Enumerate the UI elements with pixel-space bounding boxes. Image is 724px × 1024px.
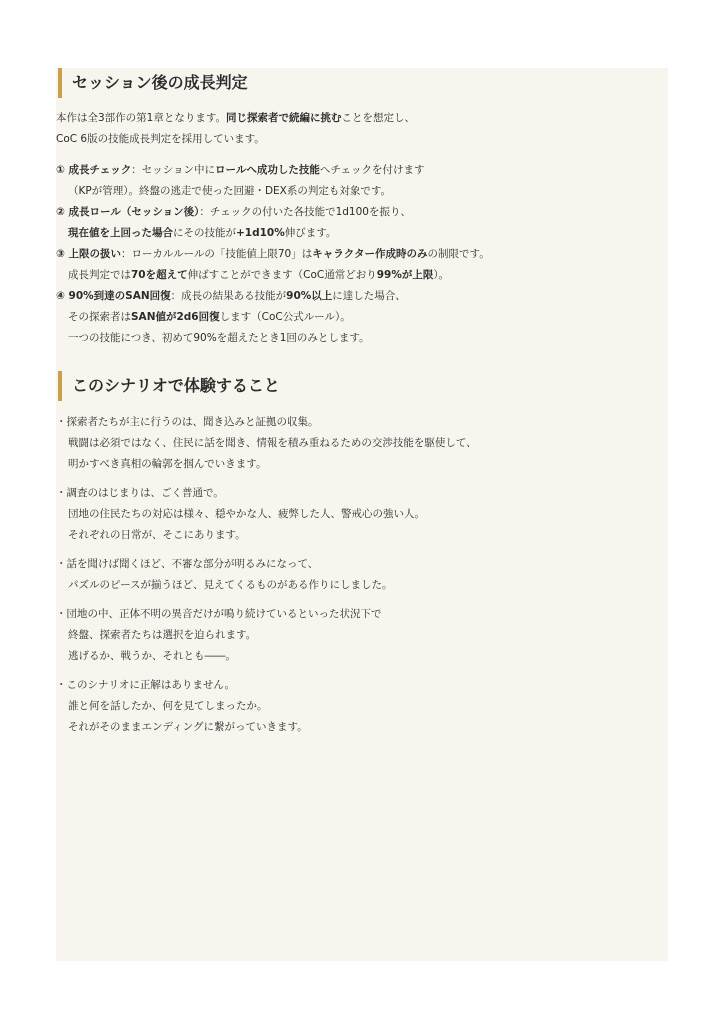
rule-2-line-1: ② 成長ロール（セッション後）：チェックの付いた各技能で1d100を振り、: [56, 206, 411, 218]
list-item: ・団地の中、正体不明の異音だけが鳴り続けているといった状況下で 終盤、探索者たちは選択を迫られます。 逃げるか、戦うか、それとも――。: [56, 608, 382, 662]
list-item: ・調査のはじまりは、ごく普通で。 団地の住民たちの対応は様々、穏やかな人、疲弊した人、警戒心の強い人。 それぞれの日常が、そこにあります。: [56, 487, 425, 541]
intro-line-1: 本作は全3部作の第1章となります。同じ探索者で続編に挑むことを想定し、: [56, 112, 416, 124]
document-page: [56, 68, 668, 961]
list-item: ・探索者たちが主に行うのは、聞き込みと証拠の収集。 戦闘は必須ではなく、住民に話を聞き、情報を積み重ねるための交渉技能を駆使して、 明かすべき真相の輪郭を掴んでいきます。: [56, 416, 477, 470]
experience-list: [56, 412, 656, 746]
growth-rules: [56, 160, 656, 349]
list-item: ・このシナリオに正解はありません。 誰と何を話したか、何を見てしまったか。 それがそのままエンディングに繋がっていきます。: [56, 679, 308, 733]
growth-intro: [56, 108, 656, 150]
rule-4-line-1: ④ 90%到達のSAN回復：成長の結果ある技能が90%以上に達した場合、: [56, 290, 406, 302]
rule-2-line-2: 現在値を上回った場合にその技能が+1d10%伸びます。: [68, 227, 337, 239]
intro-line-2: CoC 6版の技能成長判定を採用しています。: [56, 133, 265, 145]
section-heading-experience: このシナリオで体験すること: [58, 371, 280, 401]
list-item: ・話を聞けば聞くほど、不審な部分が明るみになって、 パズルのピースが揃うほど、見えてくるものがある作りにしました。: [56, 558, 393, 591]
rule-4-line-3: 一つの技能につき、初めて90%を超えたとき1回のみとします。: [68, 332, 370, 344]
rule-4-line-2: その探索者はSAN値が2d6回復します（CoC公式ルール）。: [68, 311, 351, 323]
rule-1-line-2: （KPが管理）。終盤の逃走で使った回避・DEX系の判定も対象です。: [68, 185, 392, 197]
rule-3-line-2: 成長判定では70を超えて伸ばすことができます（CoC通常どおり99%が上限）。: [68, 269, 450, 281]
rule-3-line-1: ③ 上限の扱い：ローカルルールの「技能値上限70」はキャラクター作成時のみの制限です。: [56, 248, 490, 260]
rule-1-line-1: ① 成長チェック：セッション中にロールへ成功した技能へチェックを付けます: [56, 164, 425, 176]
section-heading-growth: セッション後の成長判定: [58, 68, 248, 98]
